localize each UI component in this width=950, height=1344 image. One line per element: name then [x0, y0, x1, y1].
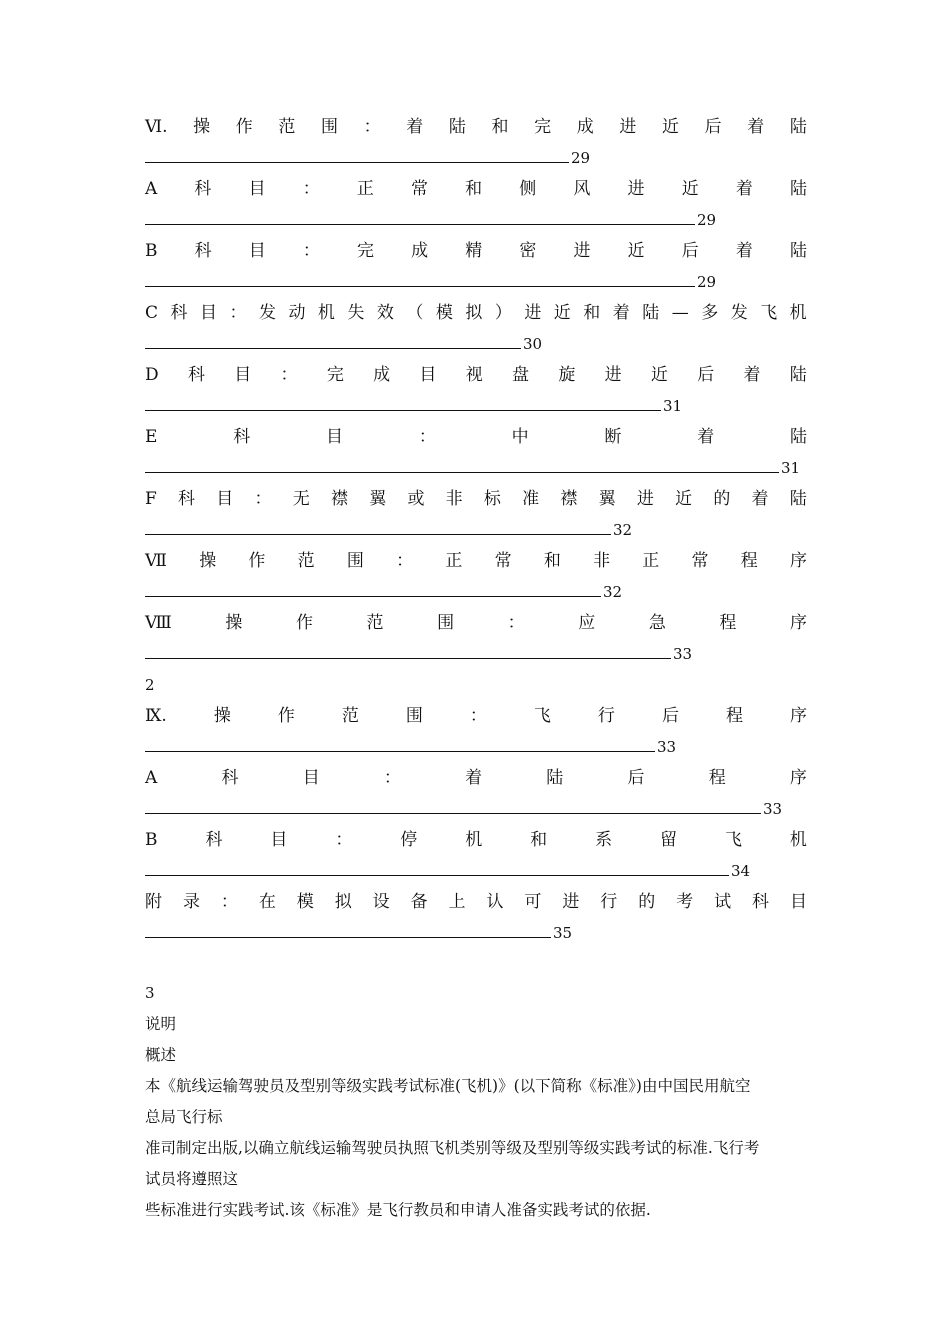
toc-title-char: 范	[297, 551, 315, 571]
toc-title-char: 着	[465, 768, 483, 788]
toc-title-char: 机	[789, 830, 807, 850]
toc-title-char: 进	[627, 179, 645, 199]
toc-title-char: 陆	[790, 427, 807, 447]
toc-title-char: 科	[752, 892, 769, 912]
toc-title-char: 后	[681, 241, 699, 261]
toc-title-char: 目	[270, 830, 288, 850]
toc-title-char: 精	[465, 241, 483, 261]
leader-line	[145, 347, 521, 349]
toc-title-char: 程	[708, 768, 726, 788]
toc-entry-title	[145, 825, 807, 856]
toc-title-char: 范	[341, 706, 359, 726]
toc-title-char: 着	[735, 241, 753, 261]
toc-title-char: 录	[182, 892, 200, 912]
toc-title-char: 目	[302, 768, 320, 788]
toc-title-char: 范	[366, 613, 384, 633]
toc-entry[interactable]	[145, 608, 807, 670]
toc-title-char: 和	[465, 179, 483, 199]
toc-title-char: 目	[234, 365, 252, 385]
blank-line	[145, 949, 807, 978]
toc-title-char: 急	[648, 613, 666, 633]
toc-title-char: ：	[302, 179, 320, 199]
toc-title-char: ：	[418, 427, 436, 447]
toc-page-number: 32	[613, 521, 633, 539]
paragraph-line: 些标准进行实践考试.该《标准》是飞行教员和申请人准备实践考试的依据.	[145, 1201, 651, 1219]
toc-title-char: 陆	[448, 117, 466, 137]
toc-title-char: 陆	[642, 303, 660, 323]
toc-title-char: ：	[396, 551, 414, 571]
toc-title-char: 正	[642, 551, 660, 571]
toc-title-char: 机	[789, 303, 807, 323]
toc-page-number: 32	[603, 583, 623, 601]
toc-title-char: E	[145, 427, 158, 447]
toc-title-char: 留	[660, 830, 677, 850]
toc-title-char: 设	[372, 892, 390, 912]
toc-title-char: 程	[719, 613, 737, 633]
toc-title-char: 着	[751, 489, 769, 509]
toc-title-char: ：	[254, 489, 272, 509]
toc-title-char: 进	[573, 241, 591, 261]
toc-entry-title	[145, 174, 807, 205]
toc-entry-title	[145, 484, 807, 515]
toc-title-char: 常	[494, 551, 512, 571]
page-number: 2	[145, 676, 155, 694]
paragraph-line: 总局飞行标	[145, 1108, 223, 1126]
toc-title-char: 可	[524, 892, 542, 912]
toc-title-char: 非	[593, 551, 611, 571]
leader-line	[145, 750, 655, 752]
toc-title-char: 科	[187, 365, 205, 385]
toc-title-char: F	[145, 489, 157, 509]
toc-title-char: 停	[400, 830, 418, 850]
toc-leader	[145, 515, 807, 546]
toc-title-char: 围	[437, 613, 455, 633]
toc-leader	[145, 732, 807, 763]
toc-title-char: 陆	[789, 117, 807, 137]
toc-title-char: 襟	[330, 489, 348, 509]
toc-leader	[145, 856, 807, 887]
toc-entry[interactable]	[145, 174, 807, 236]
toc-title-char: 发	[258, 303, 276, 323]
toc-entry[interactable]	[145, 825, 807, 887]
toc-title-char: 后	[704, 117, 722, 137]
toc-title-char: 围	[405, 706, 423, 726]
toc-title-char: 正	[356, 179, 374, 199]
toc-entry[interactable]	[145, 763, 807, 825]
toc-entry-title	[145, 546, 807, 577]
toc-title-char: （	[406, 303, 424, 323]
toc-title-char: 作	[295, 613, 313, 633]
toc-title-char: 认	[486, 892, 504, 912]
leader-line	[145, 223, 695, 225]
toc-page-number: 33	[763, 800, 783, 818]
toc-title-char: 着	[747, 117, 765, 137]
toc-leader	[145, 639, 807, 670]
toc-title-char: ）	[494, 303, 512, 323]
table-of-contents	[145, 112, 807, 670]
toc-title-char: ：	[229, 303, 247, 323]
toc-leader	[145, 329, 807, 360]
toc-title-char: 动	[288, 303, 306, 323]
toc-title-char: 科	[221, 768, 239, 788]
toc-title-char: Ⅷ	[145, 613, 172, 633]
toc-leader	[145, 267, 807, 298]
toc-title-char: 目	[248, 241, 266, 261]
toc-title-char: 近	[681, 179, 699, 199]
paragraph-line: 试员将遵照这	[145, 1170, 239, 1188]
table-of-contents-continued	[145, 701, 807, 949]
leader-line	[145, 161, 569, 163]
document-page	[145, 112, 807, 1226]
toc-title-char: 发	[730, 303, 748, 323]
toc-title-char: 系	[595, 830, 613, 850]
toc-title-char: 效	[376, 303, 394, 323]
toc-title-char: 科	[194, 241, 212, 261]
toc-page-number: 35	[553, 924, 573, 942]
toc-leader	[145, 143, 807, 174]
toc-title-char: 范	[278, 117, 296, 137]
toc-page-number: 33	[673, 645, 693, 663]
section-title: 说明	[145, 1015, 177, 1033]
toc-title-char: 后	[697, 365, 715, 385]
toc-entry[interactable]	[145, 887, 807, 949]
leader-line	[145, 409, 661, 411]
toc-leader	[145, 577, 807, 608]
toc-title-char: 近	[627, 241, 645, 261]
toc-title-char: 常	[410, 179, 428, 199]
toc-title-char: 后	[627, 768, 645, 788]
toc-title-char: 进	[562, 892, 580, 912]
toc-title-char: ：	[507, 613, 525, 633]
toc-title-char: 着	[697, 427, 715, 447]
toc-entry-title	[145, 360, 807, 391]
toc-title-char: 和	[543, 551, 561, 571]
toc-title-char: 序	[789, 768, 807, 788]
toc-title-char: 目	[199, 303, 217, 323]
toc-title-char: 盘	[512, 365, 530, 385]
leader-line	[145, 285, 695, 287]
toc-title-char: 近	[662, 117, 680, 137]
toc-title-char: 行	[600, 892, 618, 912]
toc-entry[interactable]	[145, 484, 807, 546]
toc-entry[interactable]	[145, 546, 807, 608]
toc-title-char: 试	[714, 892, 732, 912]
toc-title-char: 机	[465, 830, 483, 850]
toc-title-char: 准	[522, 489, 540, 509]
toc-title-char: 围	[346, 551, 364, 571]
toc-title-char: 目	[216, 489, 234, 509]
toc-entry-title	[145, 298, 807, 329]
toc-title-char: 陆	[789, 489, 807, 509]
paragraph-line: 本《航线运输驾驶员及型别等级实践考试标准(飞机)》(以下简称《标准》)由中国民用航空	[145, 1077, 751, 1095]
toc-entry-title	[145, 887, 807, 918]
toc-title-char: 和	[491, 117, 509, 137]
toc-title-char: 飞	[533, 706, 551, 726]
toc-title-char: ：	[383, 768, 401, 788]
toc-title-char: 考	[676, 892, 694, 912]
toc-title-char: 飞	[724, 830, 742, 850]
toc-title-char: 和	[530, 830, 548, 850]
toc-title-char: 完	[357, 241, 374, 261]
toc-title-char: 非	[445, 489, 463, 509]
toc-page-number: 29	[571, 149, 591, 167]
toc-title-char: 密	[519, 241, 537, 261]
toc-title-char: 旋	[558, 365, 576, 385]
leader-line	[145, 471, 779, 473]
toc-title-char: 操	[213, 706, 231, 726]
toc-leader	[145, 391, 807, 422]
toc-title-char: 侧	[519, 179, 537, 199]
toc-title-char: 操	[225, 613, 243, 633]
toc-title-char: 完	[534, 117, 552, 137]
leader-line	[145, 936, 551, 938]
toc-title-char: Ⅸ.	[145, 706, 167, 726]
toc-title-char: 目	[248, 179, 266, 199]
toc-title-char: 进	[636, 489, 654, 509]
toc-leader	[145, 453, 807, 484]
toc-title-char: 襟	[560, 489, 578, 509]
toc-leader	[145, 205, 807, 236]
leader-line	[145, 812, 761, 814]
paragraph-line: 准司制定出版,以确立航线运输驾驶员执照飞机类别等级及型别等级实践考试的标准.飞行考	[145, 1139, 760, 1157]
toc-title-char: 围	[321, 117, 339, 137]
toc-title-char: 拟	[465, 303, 483, 323]
toc-entry[interactable]	[145, 422, 807, 484]
toc-title-char: 的	[713, 489, 731, 509]
toc-title-char: ：	[280, 365, 298, 385]
toc-title-char: 科	[178, 489, 196, 509]
toc-page-number: 30	[523, 335, 543, 353]
toc-title-char: 常	[691, 551, 709, 571]
leader-line	[145, 595, 601, 597]
toc-leader	[145, 794, 807, 825]
toc-entry-title	[145, 701, 807, 732]
toc-title-char: 着	[612, 303, 630, 323]
toc-title-char: 标	[483, 489, 501, 509]
toc-title-char: 或	[407, 489, 425, 509]
toc-title-char: 近	[675, 489, 693, 509]
toc-title-char: 备	[410, 892, 428, 912]
toc-title-char: 着	[406, 117, 424, 137]
toc-title-char: 操	[193, 117, 211, 137]
toc-title-char: B	[145, 241, 158, 261]
toc-title-char: 近	[553, 303, 571, 323]
toc-leader	[145, 918, 807, 949]
toc-title-char: 翼	[369, 489, 387, 509]
toc-title-char: 机	[317, 303, 335, 323]
toc-title-char: 目	[789, 892, 807, 912]
page-number: 3	[145, 984, 155, 1002]
toc-entry-title	[145, 236, 807, 267]
toc-title-char: ：	[335, 830, 353, 850]
toc-title-char: 陆	[790, 241, 807, 261]
toc-page-number: 34	[731, 862, 751, 880]
toc-entry[interactable]	[145, 298, 807, 360]
toc-title-char: 着	[743, 365, 761, 385]
toc-title-char: 进	[604, 365, 622, 385]
toc-title-char: 翼	[598, 489, 616, 509]
toc-title-char: ：	[363, 117, 381, 137]
toc-title-char: 成	[576, 117, 594, 137]
leader-line	[145, 657, 671, 659]
toc-title-char: 进	[619, 117, 637, 137]
toc-title-char: 作	[248, 551, 266, 571]
leader-line	[145, 533, 611, 535]
toc-title-char: 程	[725, 706, 743, 726]
toc-title-char: 应	[578, 613, 596, 633]
toc-title-char: 作	[235, 117, 253, 137]
toc-title-char: Ⅵ.	[145, 117, 168, 137]
leader-line	[145, 874, 729, 876]
toc-title-char: ：	[220, 892, 238, 912]
toc-entry[interactable]	[145, 236, 807, 298]
toc-title-char: 目	[326, 427, 344, 447]
toc-title-char: 成	[411, 241, 429, 261]
toc-title-char: 科	[170, 303, 188, 323]
toc-title-char: 多	[701, 303, 719, 323]
toc-title-char: C	[145, 303, 159, 323]
toc-title-char: 后	[661, 706, 679, 726]
toc-title-char: 成	[373, 365, 391, 385]
toc-entry-title	[145, 422, 807, 453]
toc-title-char: 模	[296, 892, 314, 912]
toc-title-char: 陆	[546, 768, 564, 788]
toc-page-number: 33	[657, 738, 677, 756]
toc-title-char: 进	[524, 303, 542, 323]
toc-title-char: 近	[650, 365, 668, 385]
toc-title-char: 完	[326, 365, 344, 385]
toc-entry[interactable]	[145, 701, 807, 763]
toc-title-char: 科	[205, 830, 223, 850]
toc-title-char: A	[145, 179, 158, 199]
toc-title-char: 操	[199, 551, 217, 571]
toc-title-char: 和	[583, 303, 601, 323]
toc-title-char: 科	[194, 179, 212, 199]
toc-title-char: 目	[419, 365, 437, 385]
toc-entry-title	[145, 112, 807, 143]
toc-title-char: 中	[511, 427, 529, 447]
toc-title-char: 正	[445, 551, 463, 571]
toc-entry-title	[145, 608, 807, 639]
toc-entry[interactable]	[145, 112, 807, 174]
toc-title-char: Ⅶ	[145, 551, 167, 571]
toc-title-char: 序	[789, 613, 807, 633]
toc-entry-title	[145, 763, 807, 794]
toc-page-number: 29	[697, 273, 717, 291]
toc-title-char: A	[145, 768, 158, 788]
toc-title-char: 上	[448, 892, 466, 912]
toc-title-char: 作	[277, 706, 295, 726]
toc-title-char: 模	[435, 303, 453, 323]
toc-title-char: 行	[597, 706, 615, 726]
toc-title-char: —	[671, 303, 689, 323]
toc-title-char: 的	[638, 892, 656, 912]
toc-title-char: B	[145, 830, 158, 850]
toc-title-char: 陆	[789, 179, 807, 199]
toc-title-char: 失	[347, 303, 365, 323]
toc-title-char: 视	[465, 365, 483, 385]
subsection-title: 概述	[145, 1046, 177, 1064]
toc-page-number: 31	[781, 459, 801, 477]
toc-page-number: 29	[697, 211, 717, 229]
toc-title-char: 序	[790, 551, 807, 571]
toc-title-char: 无	[292, 489, 310, 509]
toc-title-char: 在	[258, 892, 276, 912]
toc-title-char: 断	[604, 427, 622, 447]
toc-title-char: 科	[233, 427, 251, 447]
toc-title-char: 陆	[789, 365, 807, 385]
toc-entry[interactable]	[145, 360, 807, 422]
toc-page-number: 31	[663, 397, 683, 415]
toc-title-char: 拟	[334, 892, 352, 912]
toc-title-char: 序	[789, 706, 807, 726]
toc-title-char: 风	[573, 179, 591, 199]
toc-title-char: ：	[302, 241, 320, 261]
toc-title-char: 程	[740, 551, 758, 571]
toc-title-char: ：	[469, 706, 487, 726]
toc-title-char: D	[145, 365, 159, 385]
toc-title-char: 着	[735, 179, 753, 199]
toc-title-char: 附	[145, 892, 162, 912]
toc-title-char: 飞	[760, 303, 778, 323]
